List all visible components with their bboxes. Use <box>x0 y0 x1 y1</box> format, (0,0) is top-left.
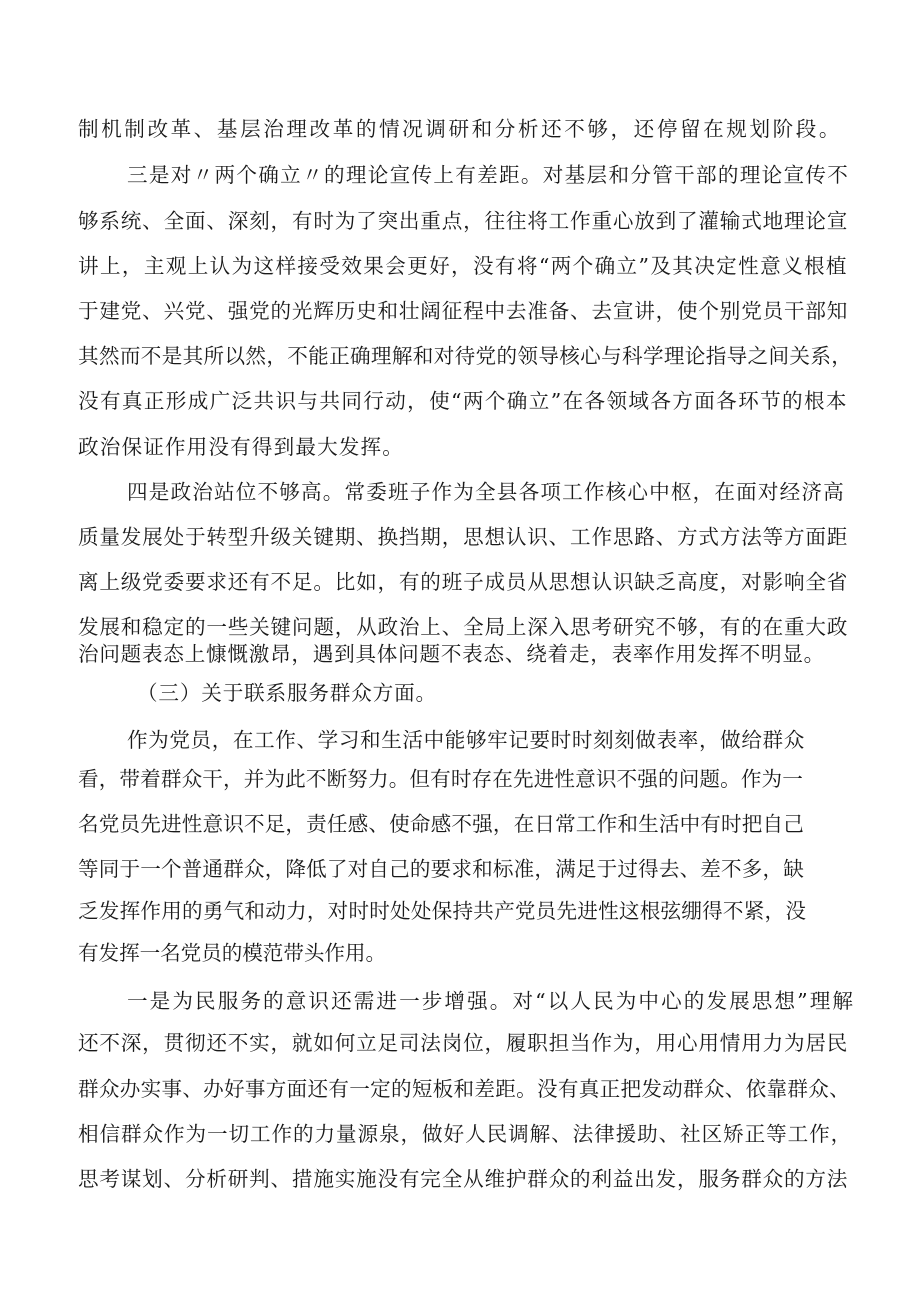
text-line: 制机制改革、基层治理改革的情况调研和分析还不够，还停留在规划阶段。 <box>78 117 843 141</box>
text-line: 离上级党委要求还有不足。比如，有的班子成员从思想认识缺乏高度，对影响全省 <box>78 570 849 594</box>
text-line: 思考谋划、分析研判、措施实施没有完全从维护群众的利益出发，服务群众的方法 <box>78 1167 849 1191</box>
text-line: 看，带着群众干，并为此不断努力。但有时存在先进性意识不强的问题。作为一 <box>78 767 803 791</box>
text-line: 治问题表态上慷慨激昂，遇到具体问题不表态、绕着走，表率作用发挥不明显。 <box>78 642 826 666</box>
section-heading: （三）关于联系服务群众方面。 <box>137 681 437 705</box>
text-line: 相信群众作为一切工作的力量源泉，做好人民调解、法律援助、社区矫正等工作， <box>78 1122 853 1146</box>
text-line: 等同于一个普通群众，降低了对自己的要求和标准，满足于过得去、差不多，缺 <box>78 857 805 881</box>
text-line: 质量发展处于转型升级关键期、换挡期，思想认识、工作思路、方式方法等方面距 <box>78 525 849 549</box>
text-line: 有发挥一名党员的模范带头作用。 <box>78 941 387 965</box>
text-line: 三是对〃两个确立〃的理论宣传上有差距。对基层和分管干部的理论宣传不 <box>127 163 850 187</box>
text-line: 一是为民服务的意识还需进一步增强。对“以人民为中心的发展思想”理解 <box>127 989 856 1013</box>
text-line: 政治保证作用没有得到最大发挥。 <box>78 435 405 459</box>
text-line: 四是政治站位不够高。常委班子作为全县各项工作核心中枢，在面对经济高 <box>127 480 845 504</box>
text-line: 还不深，贯彻还不实，就如何立足司法岗位，履职担当作为，用心用情用力为居民 <box>78 1031 849 1055</box>
text-line: 其然而不是其所以然，不能正确理解和对待党的领导核心与科学理论指导之间关系， <box>78 344 853 368</box>
text-line: 没有真正形成广泛共识与共同行动，使“两个确立”在各领域各方面各环节的根本 <box>78 389 848 413</box>
text-line: 乏发挥作用的勇气和动力，对时时处处保持共产党员先进性这根弦绷得不紧，没 <box>78 899 807 923</box>
text-line: 作为党员，在工作、学习和生活中能够牢记要时时刻刻做表率，做给群众 <box>127 728 805 752</box>
text-line: 发展和稳定的一些关键问题，从政治上、全局上深入思考研究不够，有的在重大政 <box>78 615 849 639</box>
text-line: 名党员先进性意识不足，责任感、使命感不强，在日常工作和生活中有时把自己 <box>78 812 805 836</box>
text-line: 讲上，主观上认为这样接受效果会更好，没有将“两个确立”及其决定性意义根植 <box>78 254 848 278</box>
text-line: 于建党、兴党、强党的光辉历史和壮阔征程中去准备、去宣讲，使个别党员干部知 <box>78 299 849 323</box>
text-line: 群众办实事、办好事方面还有一定的短板和差距。没有真正把发动群众、依靠群众、 <box>78 1077 850 1101</box>
text-line: 够系统、全面、深刻，有时为了突出重点，往往将工作重心放到了灌输式地理论宣 <box>78 209 849 233</box>
